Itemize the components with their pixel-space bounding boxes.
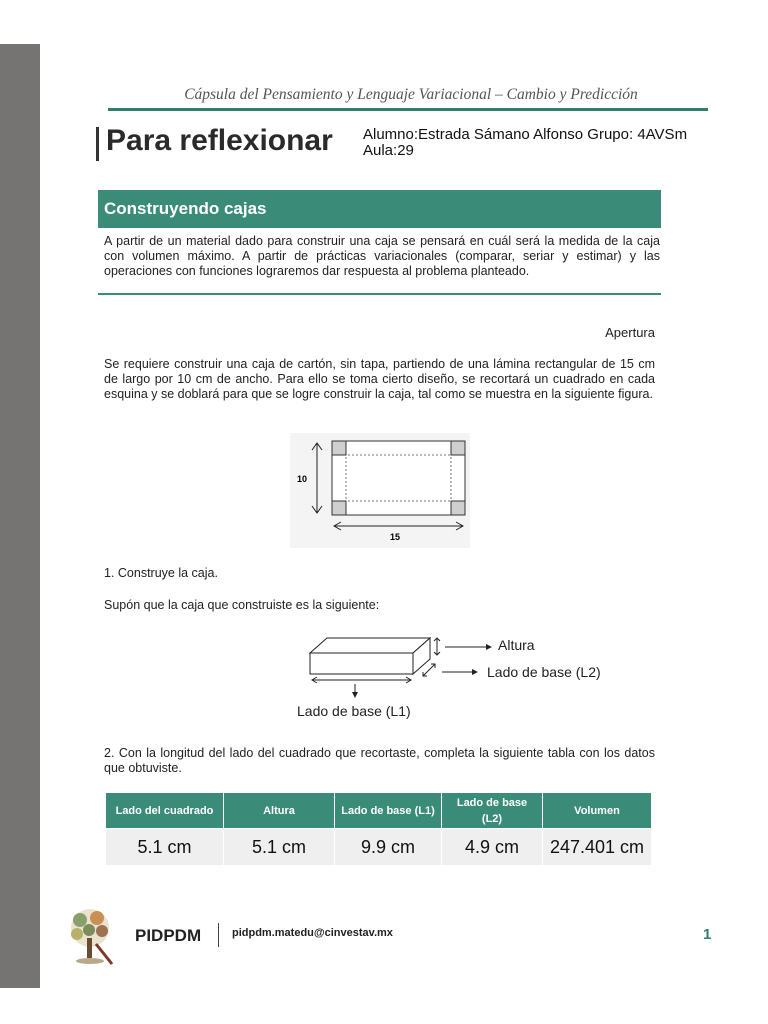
footer-separator [218, 923, 219, 947]
section-heading: Construyendo cajas [98, 190, 661, 228]
title-accent-bar [96, 127, 99, 161]
tree-logo-icon [62, 906, 118, 970]
step-1: 1. Construye la caja. [104, 566, 218, 580]
footer-email: pidpdm.matedu@cinvestav.mx [232, 927, 393, 939]
section-intro: A partir de un material dado para construir una caja se pensará en cuál será la medida de la caja con volumen máximo. A partir de prácticas variacionales (comparar, seriar y estimar) y las operaciones con funciones lograremos dar respuesta al problema planteado. [104, 234, 660, 278]
suppose-text: Supón que la caja que construiste es la siguiente: [104, 598, 380, 612]
student-classroom: Aula:29 [363, 142, 414, 159]
section-divider [98, 293, 661, 295]
base-l1-label: Lado de base (L1) [297, 703, 411, 719]
footer-brand: PIDPDM [135, 926, 202, 945]
table-row [106, 829, 652, 866]
box-figure [290, 628, 630, 728]
height-label: 10 [297, 474, 308, 484]
base-l2-label: Lado de base (L2) [487, 664, 601, 680]
problem-statement: Se requiere construir una caja de cartón, sin tapa, partiendo de una lámina rectangular de 15 cm de largo por 10 cm de ancho. Para ello se toma cierto diseño, se recortará un cuadrado en cada esquina y se doblará para que se logre construir la caja, tal como se muestra en la siguiente figura. [104, 357, 655, 401]
apertura-label: Apertura [605, 325, 655, 340]
header-lado-l2: Lado de base (L2) [442, 793, 543, 829]
left-margin-bar [0, 44, 40, 988]
sheet-figure [290, 433, 470, 548]
header-volumen: Volumen [543, 793, 652, 829]
cell-lado-l2: 4.9 cm [442, 829, 543, 866]
cell-lado-l1: 9.9 cm [335, 829, 442, 866]
data-table [105, 792, 652, 866]
table-header-row [106, 793, 652, 829]
cell-lado-cuadrado: 5.1 cm [106, 829, 224, 866]
header-lado-l1: Lado de base (L1) [335, 793, 442, 829]
cell-volumen: 247.401 cm [543, 829, 652, 866]
header-caption: Cápsula del Pensamiento y Lenguaje Variacional – Cambio y Predicción [184, 86, 638, 103]
width-label: 15 [390, 532, 401, 542]
cell-altura: 5.1 cm [224, 829, 335, 866]
page-title: Para reflexionar [106, 124, 333, 157]
page-number: 1 [703, 926, 712, 943]
step-2: 2. Con la longitud del lado del cuadrado que recortaste, completa la siguiente tabla con los datos que obtuviste. [104, 746, 655, 775]
header-rule [108, 108, 708, 111]
student-info [363, 127, 687, 159]
altura-label: Altura [498, 637, 535, 653]
header-altura: Altura [224, 793, 335, 829]
header-lado-cuadrado: Lado del cuadrado [106, 793, 224, 829]
student-name-group: Alumno:Estrada Sámano Alfonso Grupo: 4AVSm [363, 126, 688, 143]
